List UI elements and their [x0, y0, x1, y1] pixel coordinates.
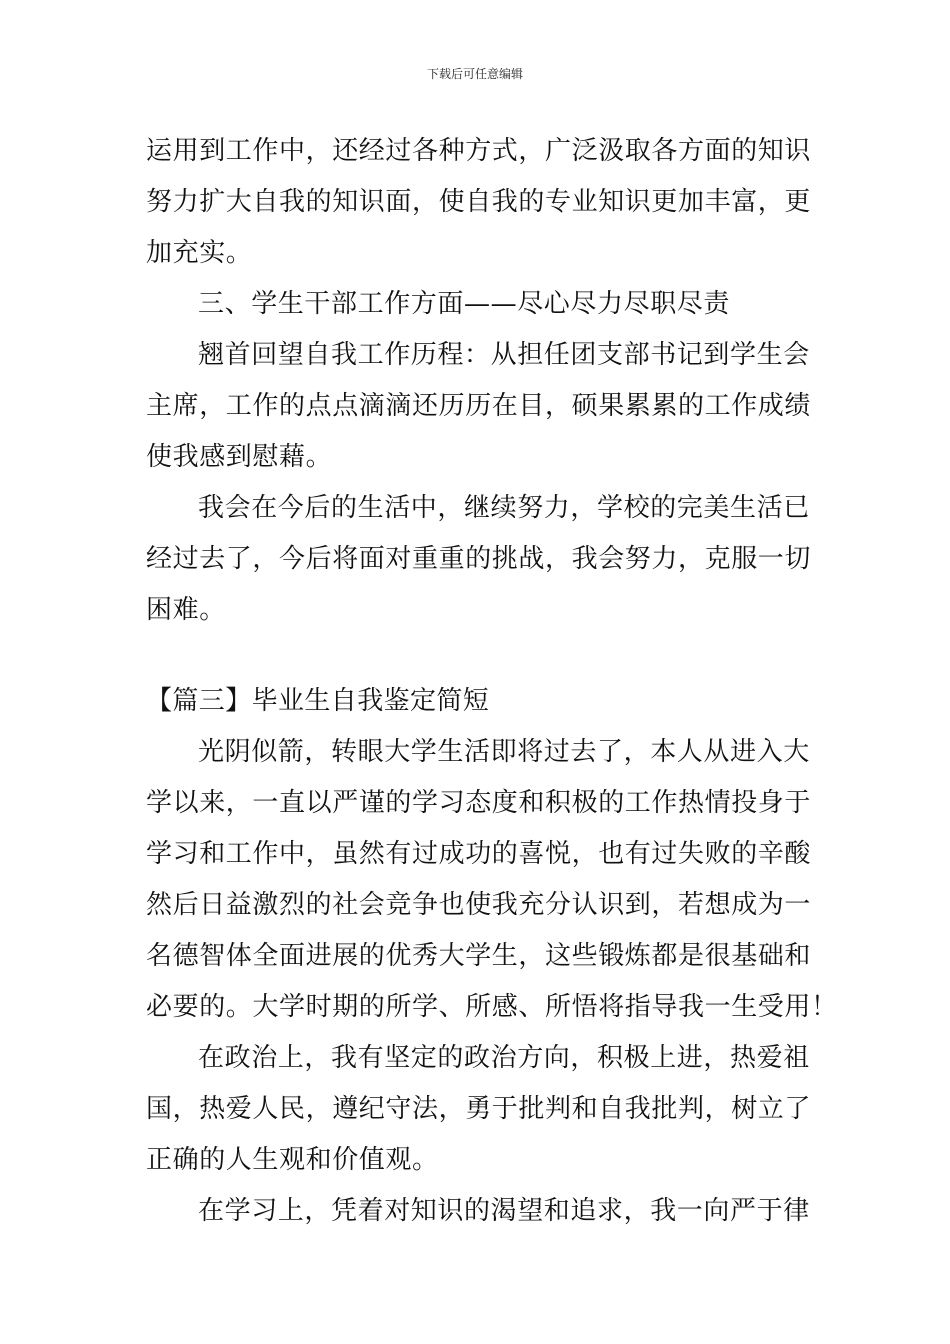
- text-line: 主席，工作的点点滴滴还历历在目，硕果累累的工作成绩: [146, 391, 812, 421]
- paragraph: [146, 483, 810, 636]
- paragraph: [146, 727, 838, 1033]
- text-line: 学习和工作中，虽然有过成功的喜悦，也有过失败的辛酸: [146, 839, 812, 869]
- paragraph: [146, 330, 810, 483]
- text-line: 使我感到慰藉。: [146, 442, 333, 472]
- page-header: 下载后可任意编辑: [426, 67, 523, 81]
- section-title: 【篇三】毕业生自我鉴定简短: [146, 686, 490, 716]
- text-line: 必要的。大学时期的所学、所感、所悟将指导我一生受用！: [146, 992, 838, 1022]
- text-line: 运用到工作中，还经过各种方式，广泛汲取各方面的知识: [146, 136, 812, 166]
- section-spacer: [146, 636, 810, 676]
- text-line: 经过去了，今后将面对重重的挑战，我会努力，克服一切: [146, 544, 812, 574]
- text-line: 翘首回望自我工作历程：从担任团支部书记到学生会: [198, 340, 810, 370]
- text-line: 困难。: [146, 595, 226, 625]
- text-line: 国，热爱人民，遵纪守法，勇于批判和自我批判，树立了: [146, 1094, 812, 1124]
- text-line: 我会在今后的生活中，继续努力，学校的完美生活已: [198, 493, 810, 523]
- document-body: [146, 126, 838, 1237]
- text-line: 正确的人生观和价值观。: [146, 1145, 439, 1175]
- text-line: 在政治上，我有坚定的政治方向，积极上进，热爱祖: [198, 1043, 810, 1073]
- text-line: 光阴似箭，转眼大学生活即将过去了，本人从进入大: [198, 737, 810, 767]
- subheading: 三、学生干部工作方面——尽心尽力尽职尽责: [198, 289, 731, 319]
- paragraph: [146, 126, 810, 279]
- text-line: 努力扩大自我的知识面，使自我的专业知识更加丰富，更: [146, 187, 812, 217]
- text-line: 在学习上，凭着对知识的渴望和追求，我一向严于律: [198, 1196, 810, 1226]
- text-line: 学以来，一直以严谨的学习态度和积极的工作热情投身于: [146, 788, 812, 818]
- text-line: 加充实。: [146, 238, 253, 268]
- text-line: 然后日益激烈的社会竞争也使我充分认识到，若想成为一: [146, 890, 812, 920]
- text-line: 名德智体全面进展的优秀大学生，这些锻炼都是很基础和: [146, 941, 812, 971]
- paragraph: [146, 1186, 810, 1237]
- paragraph: [146, 1033, 810, 1186]
